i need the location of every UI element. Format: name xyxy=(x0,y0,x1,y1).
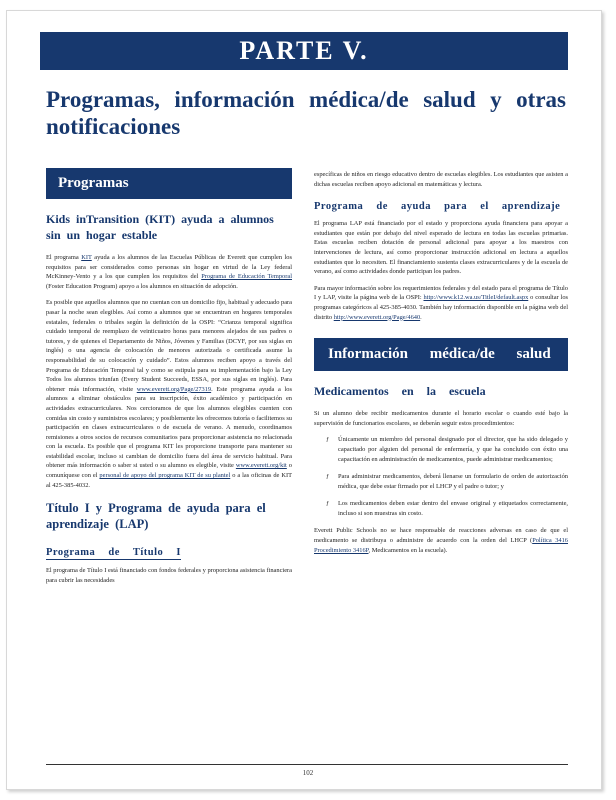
medications-paragraph-1: Si un alumno debe recibir medicamentos durante el horario escolar o cuando esté bajo la supervisión de funcionarios escolares, se deberán seguir estos procedimientos: xyxy=(314,410,568,427)
lap-paragraph-1: El programa LAP está financiado por el estado y proporciona ayuda financiera para apoyar a estudiantes que están por debajo del nivel esperado de lectura en todas las escuelas primarias. Estas escuelas reciben dotación de personal adicional para apoyar a los maestros con intervenciones de lectura, así como proporcionar instrucción adicional en lectura a aquellos estudiantes que lo necesiten. El financiamiento sustenta clases extracurriculares y de la escuela de verano, así como actividades donde participan los padres. xyxy=(314,220,568,276)
kit-paragraph-1 xyxy=(46,253,292,291)
text-run: . xyxy=(420,313,422,321)
list-item xyxy=(326,499,568,518)
policy-3416-link[interactable]: Política 3416 Procedimiento 3416P xyxy=(314,537,568,554)
everett-page-4640-link[interactable]: http://www.everett.org/Page/4640 xyxy=(333,313,421,321)
ospi-title1-link[interactable]: http://www.k12.wa.us/TitleI/default.aspx xyxy=(423,294,529,302)
title1-paragraph: El programa de Título I está financiado con fondos federales y proporciona asistencia financiera para cubrir las necesidades xyxy=(46,567,292,584)
text-run: o consultar los programas categóricos al 425-385-4030. También hay información disponible en la página web del distrito xyxy=(314,294,568,321)
list-item xyxy=(326,472,568,491)
text-run: Everett Public Schools no se hace responsable de reacciones adversas en caso de que el medicamento se distribuya o administre de acuerdo con la orden del LHCP ( xyxy=(314,527,568,545)
bullet-marker-icon: ƒ xyxy=(326,500,330,508)
kit-staff-link[interactable]: personal de apoyo del programa KIT de su plantel xyxy=(99,472,231,480)
medications-heading: Medicamentos en la escuela xyxy=(314,384,486,399)
text-run: o a las oficinas de KIT al 425-385-4032. xyxy=(46,472,292,489)
everett-page-27319-link[interactable]: www.everett.org/Page/27319 xyxy=(136,385,212,393)
text-run: o comuníquese con el xyxy=(46,462,293,480)
title1-paragraph-continued: específicas de niños en riesgo educativo dentro de escuelas elegibles. Los estudiantes que asisten a dichas escuelas reciben apoyo adicional en matemáticas y lectura. xyxy=(314,171,568,188)
text-run: El programa xyxy=(46,254,82,261)
bullet-marker-icon: ƒ xyxy=(326,436,330,444)
title1-program-heading: Programa de Título I xyxy=(46,547,181,559)
kit-heading: Kids inTransition (KIT) ayuda a alumnos sin un hogar estable xyxy=(46,212,274,242)
medications-bullet-list xyxy=(326,435,568,518)
bullet-text: Únicamente un miembro del personal designado por el director, que ha sido delegado y capacitado por alguien del personal de enfermería, y que ha concluido con éxito una capacitación en administración de medicamentos, puede administrar medicamentos; xyxy=(338,436,568,463)
lap-paragraph-2 xyxy=(314,284,568,322)
lap-heading: Programa de ayuda para el aprendizaje xyxy=(314,201,561,213)
medical-info-banner: Información médica/de salud xyxy=(314,338,568,371)
text-run: , Medicamentos en la escuela). xyxy=(368,546,448,554)
footer-rule xyxy=(46,764,568,765)
kit-link[interactable]: KIT xyxy=(81,254,92,261)
medications-paragraph-2 xyxy=(314,526,568,555)
programas-banner: Programas xyxy=(46,168,292,199)
text-run: (Foster Education Program) apoyo a los alumnos en situación de adopción. xyxy=(46,282,238,290)
page-number: 102 xyxy=(302,769,314,777)
bullet-text: Los medicamentos deben estar dentro del envase original y etiquetados correctamente, incluso si son muestras sin costo. xyxy=(338,500,568,517)
bullet-marker-icon: ƒ xyxy=(326,473,330,481)
text-run: Es posible que aquellos alumnos que no cuentan con un domicilio fijo, habitual y adecuado para pasar la noche sean elegibles. Así como a alumnos que se encuentran en hogares temporales estatales, federales o tribales según la definición de la OSPI: “Crianza temporal significa cuidado temporal de reemplazo de veinticuatro horas para menores alejados de sus padres o tutores, y de quienes el Departamento de Niños, Jóvenes y Familias (DCYF, por sus siglas en inglés) o una agencia de colocación de menores autorizada o certificada asume la responsabilidad de su colocación y cuidado”. Estos alumnos reciben apoyo a través del Programa de Educación Temporal tal y como se estipula para su implementación bajo la Ley Todos los alumnos triunfan (Every Student Succeeds, ESSA, por sus siglas en inglés). Para obtener más información, visite xyxy=(46,299,292,393)
text-run: Para mayor información sobre los requerimientos federales y del estado para el programa de Título I y LAP, visite la página web de la OSPI: xyxy=(314,284,568,302)
title1-lap-heading: Título I y Programa de ayuda para el aprendizaje (LAP) xyxy=(46,501,266,532)
left-column xyxy=(46,168,292,592)
page-title: Programas, información médica/de salud y otras notificaciones xyxy=(46,87,566,139)
kit-paragraph-2 xyxy=(46,298,292,490)
foster-education-link[interactable]: Programa de Educación Temporal xyxy=(201,273,292,281)
text-run: . Este programa ayuda a los alumnos a eliminar obstáculos para su inscripción, éxito académico y participación en actividades extracurriculares. Nos cercioramos de que los alumnos elegibles cuenten con comidas sin costo y suministros escolares; y posiblemente les ofrecemos tutoría o facilitemos su participación en clases extracurriculares o de escuela de verano. A menudo, coordinamos remisiones a otros socios de recursos comunitarios para proporcionar asistencia no relacionada con la escuela. Es posible que el programa KIT les proporcione transporte para mantener su estabilidad escolar, incluso si cambian de domicilio fuera del área de servicio habitual. Para obtener más información o saber si usted o su alumno es elegible, visite xyxy=(46,385,292,470)
list-item xyxy=(326,435,568,464)
part-header: PARTE V. xyxy=(40,32,568,70)
everett-kit-link[interactable]: www.everett.org/kit xyxy=(235,462,287,470)
text-run: ayuda a los alumnos de las Escuelas Públicas de Everett que cumplen los requisitos para ser considerados como personas sin hogar en virtud de la Ley federal McKinney-Vento y a los que cumplen los requisitos del xyxy=(46,254,292,281)
bullet-text: Para administrar medicamentos, deberá llenarse un formulario de orden de autorización médica, que debe estar firmado por el LHCP y el padre o tutor; y xyxy=(338,473,568,490)
right-column xyxy=(314,170,568,562)
